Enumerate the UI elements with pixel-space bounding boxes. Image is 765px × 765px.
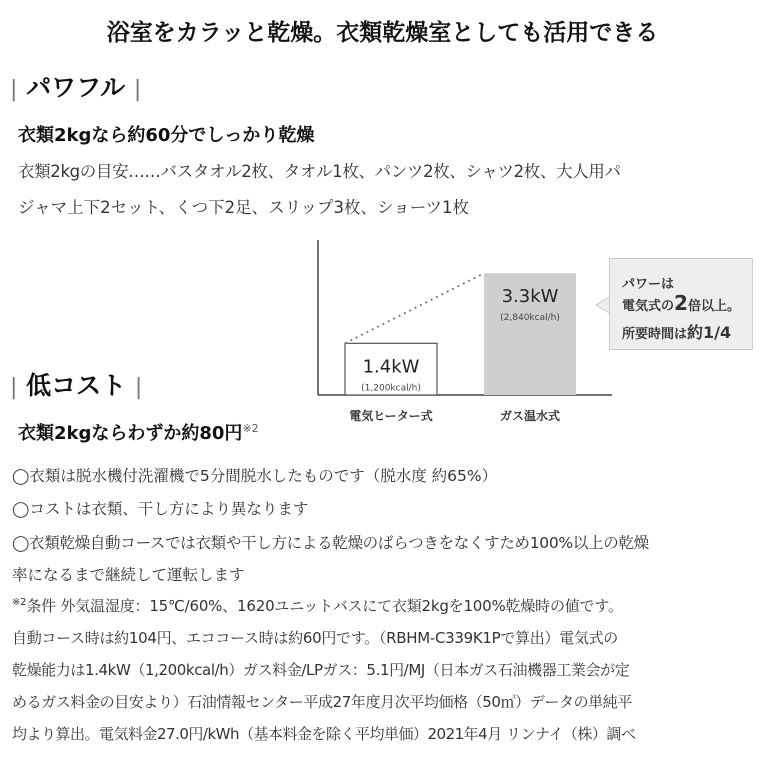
powerful-desc-line2: ジャマ上下2セット、くつ下2足、スリップ3枚、ショーツ1枚 [18, 198, 470, 217]
title-bar-left: | [10, 375, 18, 400]
footnote-mark: ※2 [12, 597, 27, 608]
title-bar-left: | [10, 77, 18, 102]
footnote-line-2: 自動コース時は約104円、エココース時は約60円です。（RBHM-C339K1Pで算出）電気式の [12, 629, 618, 647]
callout-line1: パワーは [622, 277, 675, 292]
category-label: ガス温水式 [499, 409, 561, 423]
note-1: ◯衣類は脱水機付洗濯機で5分間脱水したものです（脱水度 約65%） [12, 467, 498, 485]
title-bar-right: | [134, 375, 143, 400]
powerful-desc-line1: 衣類2kgの目安……バスタオル2枚、タオル1枚、パンツ2枚、シャツ2枚、大人用パ [18, 162, 621, 181]
bar-sub-label: (1,200kcal/h) [361, 383, 421, 394]
note-4: 率になるまで継続して運転します [12, 566, 245, 584]
callout-line3-a: 所要時間は [622, 327, 688, 342]
callout-line2-a: 電気式の [622, 299, 675, 314]
bar-sub-label: (2,840kcal/h) [500, 313, 560, 324]
callout-line2 [622, 291, 740, 315]
power-callout [609, 258, 753, 350]
page-headline: 浴室をカラッと乾燥。衣類乾燥室としても活用できる [106, 20, 659, 46]
bar-value-label: 3.3kW [501, 286, 559, 308]
callout-line3-b: 約1/4 [687, 323, 732, 342]
powerful-title: パワフル [26, 73, 126, 102]
callout-line3 [622, 320, 731, 343]
lowcost-subtitle-text: 衣類2kgならわずか約80円 [18, 423, 243, 444]
footnote-line-5: 均より算出。電気料金27.0円/kWh（基本料金を除く平均単価）2021年4月 リンナイ（株）調べ [12, 725, 636, 743]
bar-value-label: 1.4kW [362, 356, 420, 378]
lowcost-subtitle [18, 419, 259, 445]
powerful-subtitle: 衣類2kgなら約60分でしっかり乾燥 [18, 125, 315, 146]
section-title-lowcost [10, 366, 142, 402]
lowcost-title: 低コスト [26, 371, 127, 400]
callout-line2-c: 倍以上。 [687, 299, 740, 314]
lowcost-footnote-mark: ※2 [242, 422, 259, 435]
footnote-line-4: めるガス料金の目安より）石油情報センター平成27年度月次平均価格（50㎥）データの単純平 [12, 693, 632, 711]
note-2: ◯コストは衣類、干し方により異なります [12, 500, 309, 518]
title-bar-right: | [133, 77, 142, 102]
section-title-powerful [10, 68, 141, 104]
footnote-line-1 [12, 595, 623, 616]
category-label: 電気ヒーター式 [349, 409, 433, 423]
note-3: ◯衣類乾燥自動コースでは衣類や干し方による乾燥のばらつきをなくすため100%以上の乾燥 [12, 534, 649, 552]
footnote-line-1-text: 条件 外気温湿度：15℃/60%、1620ユニットバスにて衣類2kgを100%乾燥時の値です。 [26, 597, 623, 615]
callout-line2-b: 2 [674, 291, 688, 315]
footnote-line-3: 乾燥能力は1.4kW（1,200kcal/h）ガス料金/LPガス：5.1円/MJ（日本ガス石油機器工業会が定 [12, 661, 630, 679]
trend-dotted-line [345, 273, 484, 343]
